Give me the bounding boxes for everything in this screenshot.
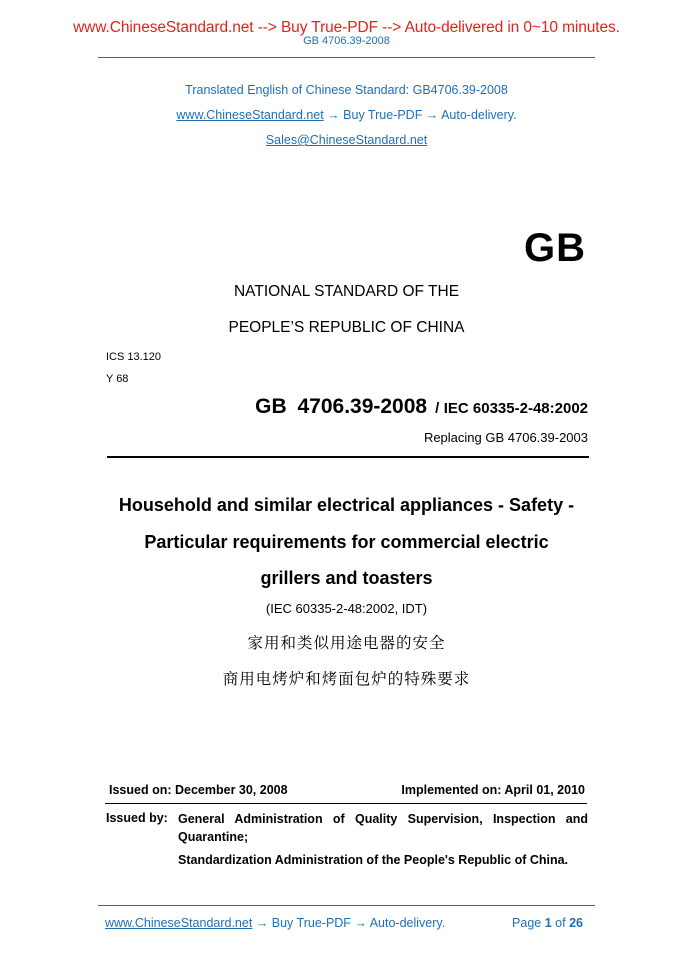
header-standard-code: GB 4706.39-2008 — [303, 35, 390, 47]
translation-note: Translated English of Chinese Standard: GB4706.39-2008 — [185, 83, 508, 97]
title-line-1: Household and similar electrical appliances - Safety - — [118, 495, 575, 515]
title-line-2: Particular requirements for commercial electric — [144, 532, 549, 552]
classification-code: Y 68 — [106, 373, 129, 385]
issuer-2: Standardization Administration of the People's Republic of China. — [178, 853, 569, 867]
sales-email-link[interactable]: Sales@ChineseStandard.net — [265, 133, 428, 147]
page-of: of — [555, 916, 566, 930]
footer-site-line — [105, 916, 445, 930]
footer-site-link[interactable]: www.ChineseStandard.net — [105, 916, 253, 930]
page-current: 1 — [544, 916, 552, 930]
implemented-on: Implemented on: April 01, 2010 — [401, 783, 585, 797]
footer-site-suffix: → Buy True-PDF → Auto-delivery. — [252, 916, 446, 930]
site-line — [0, 108, 693, 122]
idt-note: (IEC 60335-2-48:2002, IDT) — [265, 601, 428, 616]
title-line-3: grillers and toasters — [260, 568, 433, 588]
issued-on: Issued on: December 30, 2008 — [109, 783, 288, 797]
footer-divider — [98, 905, 595, 906]
standard-number: GB 4706.39-2008 — [255, 395, 428, 418]
top-banner[interactable]: www.ChineseStandard.net --> Buy True-PDF --> Auto-delivered in 0~10 minutes. — [73, 19, 620, 36]
page-indicator — [512, 916, 583, 930]
standard-separator: / — [435, 400, 440, 417]
page-total: 26 — [569, 916, 583, 930]
chinese-title-line-2: 商用电烤炉和烤面包炉的特殊要求 — [222, 670, 471, 688]
issue-divider — [105, 803, 587, 804]
gb-logo: GB — [524, 226, 586, 270]
chinese-title-line-1: 家用和类似用途电器的安全 — [247, 634, 446, 652]
site-link[interactable]: www.ChineseStandard.net — [176, 108, 324, 122]
ics-code: ICS 13.120 — [106, 351, 162, 363]
issuer-1: General Administration of Quality Supervision, Inspection and Quarantine; — [178, 812, 588, 844]
title-divider — [107, 456, 589, 458]
national-standard-line-1: NATIONAL STANDARD OF THE — [233, 283, 460, 300]
standard-number-line — [255, 395, 588, 419]
sales-line — [0, 133, 693, 147]
national-standard-line-2: PEOPLE’S REPUBLIC OF CHINA — [228, 319, 465, 336]
page-label: Page — [512, 916, 542, 930]
issued-by-label: Issued by: — [106, 811, 168, 825]
iec-number: IEC 60335-2-48:2002 — [443, 400, 588, 417]
replacing-note: Replacing GB 4706.39-2003 — [423, 430, 588, 445]
site-line-suffix: → Buy True-PDF → Auto-delivery. — [323, 108, 517, 122]
header-divider — [98, 57, 595, 58]
